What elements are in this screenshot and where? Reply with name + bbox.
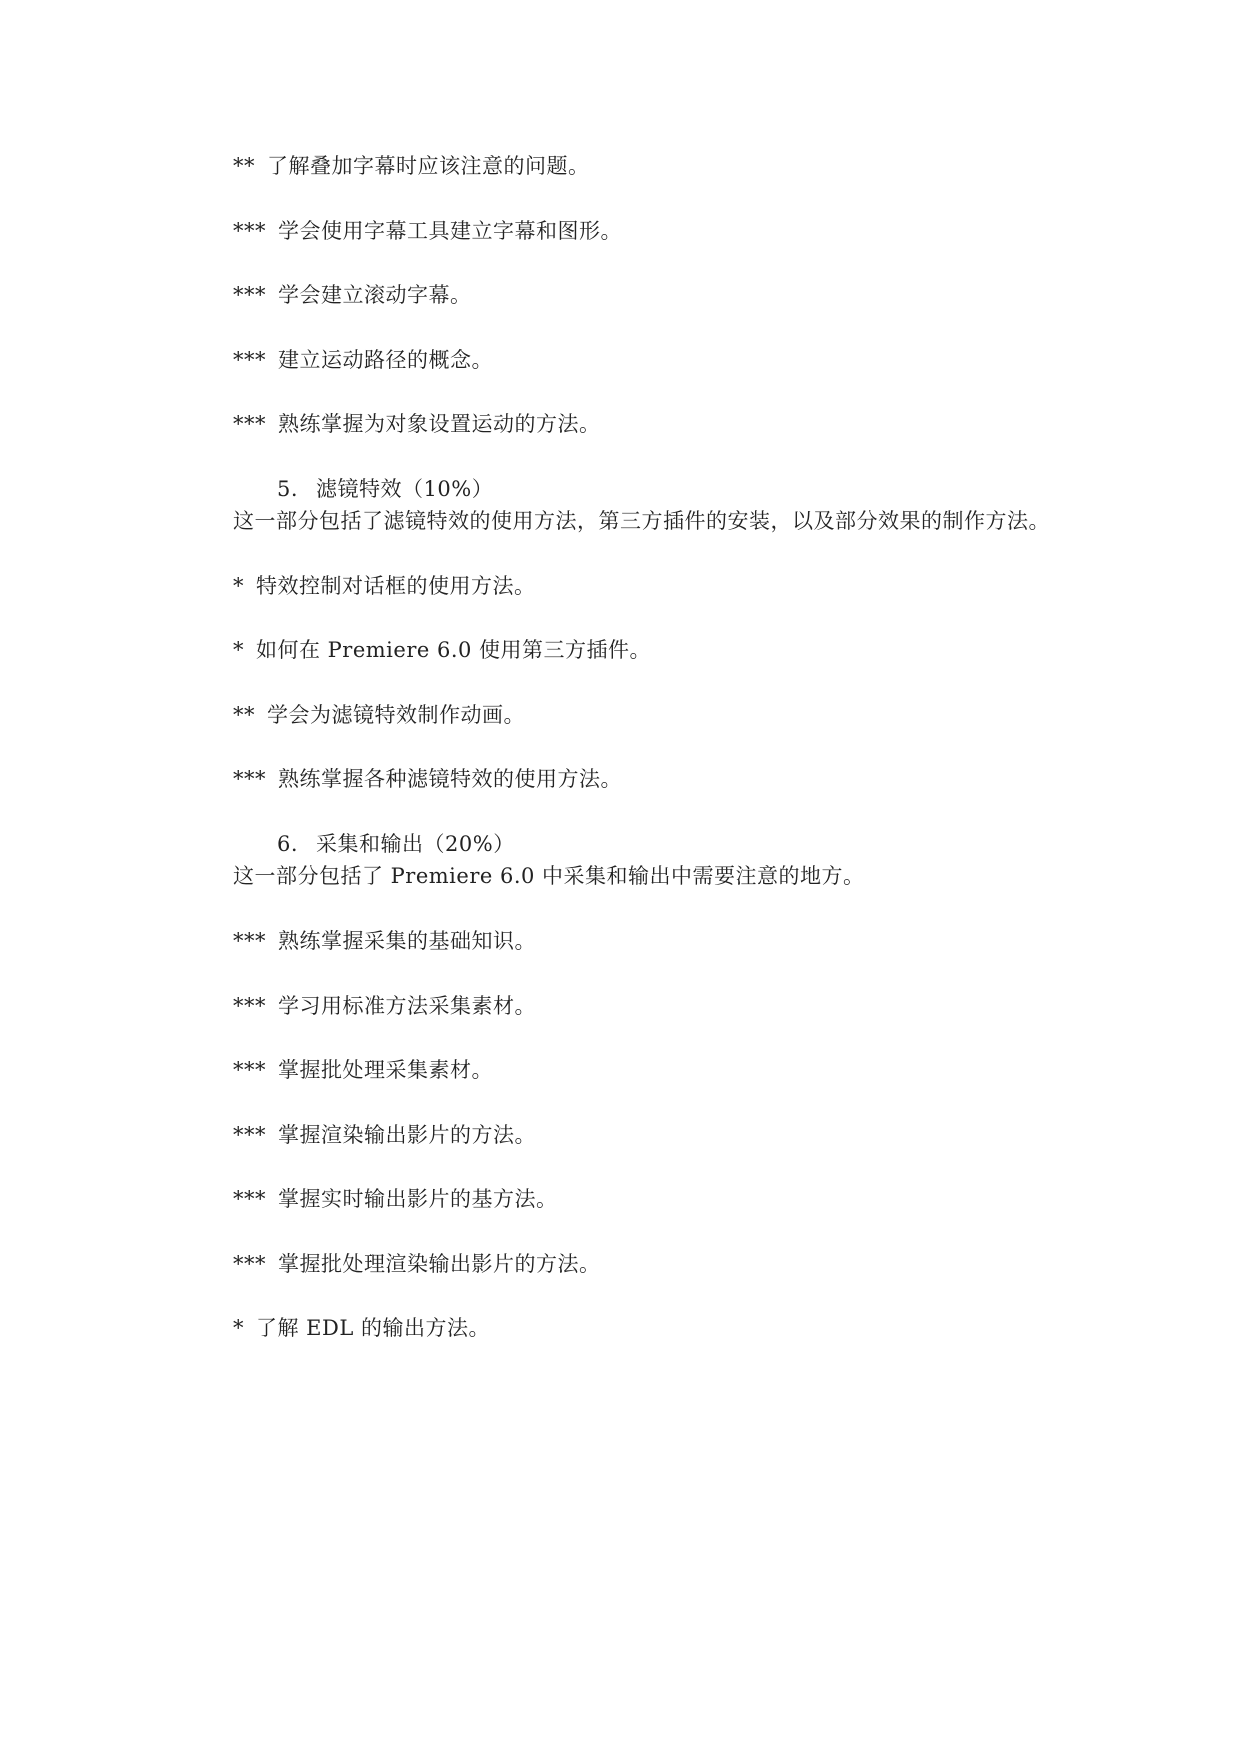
difficulty-stars: *** [233, 219, 266, 243]
item-text: 了解叠加字幕时应该注意的问题。 [267, 154, 590, 178]
difficulty-stars: *** [233, 767, 266, 791]
list-item [233, 217, 622, 245]
section-number: 6. [277, 832, 299, 856]
difficulty-stars: *** [233, 283, 266, 307]
list-item [233, 410, 601, 438]
item-text: 学会使用字幕工具建立字幕和图形。 [278, 219, 622, 243]
list-item [233, 1185, 558, 1213]
item-text: 特效控制对话框的使用方法。 [256, 574, 536, 598]
item-text: 建立运动路径的概念。 [278, 348, 493, 372]
section-intro-5: 这一部分包括了滤镜特效的使用方法，第三方插件的安装，以及部分效果的制作方法。 [233, 509, 1050, 533]
list-item [233, 1056, 493, 1084]
section-number: 5. [277, 477, 299, 501]
difficulty-stars: *** [233, 412, 266, 436]
section-title: 采集和输出（20%） [316, 832, 515, 856]
item-text: 熟练掌握采集的基础知识。 [278, 929, 536, 953]
difficulty-stars: *** [233, 1187, 266, 1211]
item-text: 了解 EDL 的输出方法。 [256, 1316, 490, 1340]
list-item [233, 701, 525, 729]
list-item [233, 346, 493, 374]
difficulty-stars: * [233, 1316, 244, 1340]
item-text: 学习用标准方法采集素材。 [278, 994, 536, 1018]
item-text: 学会为滤镜特效制作动画。 [267, 703, 525, 727]
difficulty-stars: ** [233, 154, 255, 178]
list-item [233, 572, 536, 600]
item-text: 熟练掌握为对象设置运动的方法。 [278, 412, 601, 436]
difficulty-stars: *** [233, 929, 266, 953]
list-item [233, 1314, 490, 1342]
item-text: 熟练掌握各种滤镜特效的使用方法。 [278, 767, 622, 791]
item-text: 如何在 Premiere 6.0 使用第三方插件。 [256, 638, 652, 662]
section-intro-6: 这一部分包括了 Premiere 6.0 中采集和输出中需要注意的地方。 [233, 864, 865, 888]
list-item [233, 1121, 536, 1149]
item-text: 掌握批处理采集素材。 [278, 1058, 493, 1082]
list-item [233, 636, 651, 664]
item-text: 学会建立滚动字幕。 [278, 283, 472, 307]
list-item [233, 281, 472, 309]
list-item [233, 1250, 601, 1278]
list-item [233, 927, 536, 955]
difficulty-stars: ** [233, 703, 255, 727]
difficulty-stars: *** [233, 994, 266, 1018]
list-item [233, 765, 622, 793]
section-title: 滤镜特效（10%） [316, 477, 494, 501]
difficulty-stars: *** [233, 348, 266, 372]
difficulty-stars: * [233, 638, 244, 662]
section-heading-6 [277, 830, 515, 858]
section-heading-5 [277, 475, 493, 503]
item-text: 掌握实时输出影片的基方法。 [278, 1187, 558, 1211]
difficulty-stars: *** [233, 1252, 266, 1276]
list-item [233, 992, 536, 1020]
difficulty-stars: * [233, 574, 244, 598]
item-text: 掌握批处理渲染输出影片的方法。 [278, 1252, 601, 1276]
item-text: 掌握渲染输出影片的方法。 [278, 1123, 536, 1147]
list-item [233, 152, 590, 180]
difficulty-stars: *** [233, 1123, 266, 1147]
difficulty-stars: *** [233, 1058, 266, 1082]
